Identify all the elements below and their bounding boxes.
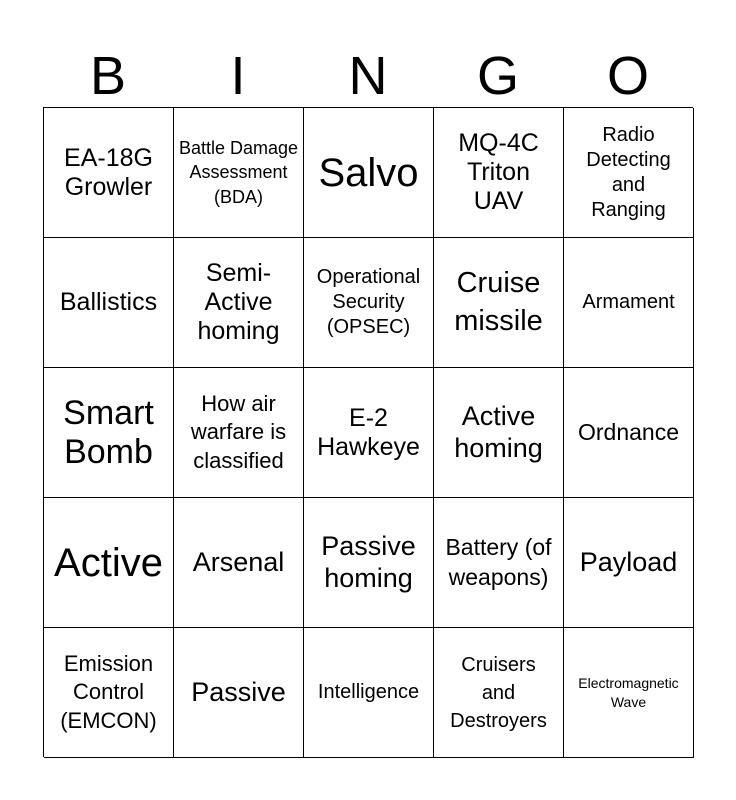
cell-text: Battle Damage Assessment (BDA) (178, 138, 299, 207)
header-letter-i: I (230, 46, 246, 106)
cell-text: Arsenal (192, 546, 285, 577)
bingo-cell[interactable] (434, 108, 564, 238)
cell-text: Operational Security (OPSEC) (316, 266, 421, 338)
bingo-cell[interactable] (174, 498, 304, 628)
bingo-cell[interactable] (434, 368, 564, 498)
bingo-cell[interactable] (304, 628, 434, 758)
cell-text: Salvo (318, 150, 419, 195)
bingo-cell[interactable] (564, 108, 694, 238)
bingo-cell[interactable] (174, 628, 304, 758)
bingo-cell[interactable] (564, 628, 694, 758)
bingo-cell[interactable] (44, 368, 174, 498)
cell-text: Cruisers and Destroyers (450, 653, 547, 732)
cell-text: Ordnance (577, 418, 679, 445)
header-letter-g: G (476, 46, 519, 106)
bingo-cell[interactable] (564, 498, 694, 628)
bingo-cell[interactable] (174, 368, 304, 498)
cell-text: Passive (191, 676, 286, 707)
bingo-cell[interactable] (304, 498, 434, 628)
header-letter-n: N (348, 46, 388, 106)
bingo-cell[interactable] (564, 368, 694, 498)
bingo-cell[interactable] (434, 238, 564, 368)
bingo-cell[interactable] (434, 498, 564, 628)
cell-text: Emission Control (EMCON) (60, 650, 157, 733)
bingo-cell[interactable] (44, 238, 174, 368)
bingo-cell[interactable] (44, 108, 174, 238)
bingo-board (43, 107, 693, 757)
cell-text: Battery (of weapons) (445, 533, 552, 590)
header-letter-b: B (89, 46, 127, 106)
cell-text: Payload (579, 546, 678, 577)
cell-text: Active homing (454, 401, 543, 463)
cell-text: Active (54, 540, 163, 585)
bingo-cell[interactable] (564, 238, 694, 368)
cell-text: Ballistics (59, 288, 158, 317)
bingo-cell[interactable] (44, 628, 174, 758)
bingo-cell[interactable] (174, 108, 304, 238)
cell-text: Electromagnetic Wave (578, 675, 679, 710)
bingo-header (43, 44, 693, 108)
bingo-cell[interactable] (434, 628, 564, 758)
bingo-cell[interactable] (304, 238, 434, 368)
cell-text: Cruise missile (454, 266, 543, 337)
cell-text: EA-18G Growler (64, 143, 153, 201)
cell-text: Intelligence (317, 681, 420, 703)
header-letter-o: O (606, 46, 649, 106)
bingo-cell[interactable] (304, 108, 434, 238)
cell-text: Semi-Active homing (197, 259, 280, 345)
cell-text: Smart Bomb (63, 394, 154, 471)
cell-text: Armament (582, 291, 675, 313)
bingo-cell[interactable] (44, 498, 174, 628)
cell-text: Radio Detecting and Ranging (586, 123, 671, 221)
cell-text: MQ-4C Triton UAV (458, 129, 539, 215)
bingo-cell[interactable] (304, 368, 434, 498)
bingo-cell[interactable] (174, 238, 304, 368)
cell-text: How air warfare is classified (190, 390, 287, 473)
cell-text: E-2 Hawkeye (317, 403, 420, 461)
cell-text: Passive homing (321, 531, 416, 593)
